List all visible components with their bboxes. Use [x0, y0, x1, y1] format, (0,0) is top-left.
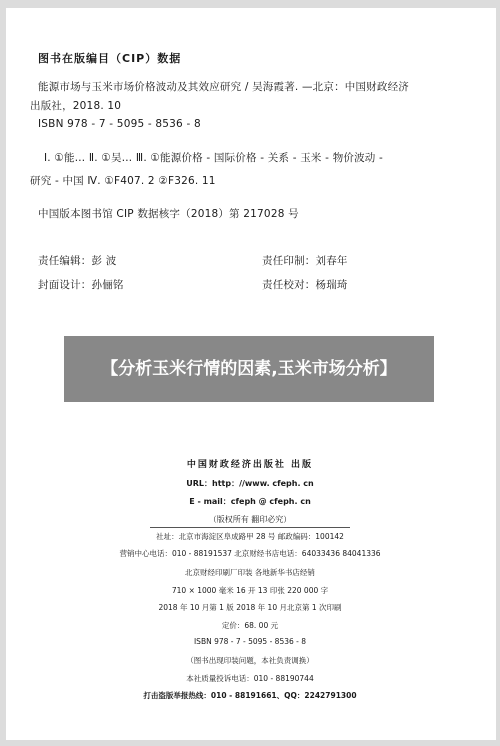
imprint-sales: 营销中心电话：010 - 88191537 北京财经书店电话：64033436 84041336 [119, 549, 381, 558]
imprint-edition: 2018 年 10 月第 1 版 2018 年 10 月北京第 1 次印刷 [158, 603, 342, 612]
banner-text: 【分析玉米行情的因素,玉米市场分析】 [101, 359, 397, 379]
imprint-price: 定价：68. 00 元 [221, 621, 279, 630]
credit-cover-design: 封面设计：孙俪铭 [38, 279, 124, 291]
cip-heading: 图书在版编目（CIP）数据 [38, 52, 182, 65]
title-banner [64, 336, 434, 402]
imprint-email: E - mail：cfeph @ cfeph. cn [189, 497, 311, 506]
cip-title-line-1: 能源市场与玉米市场价格波动及其效应研究 / 吴海霞著. —北京：中国财政经济 [38, 81, 409, 93]
publisher-line: 中国财政经济出版社 出版 [186, 460, 314, 470]
cip-isbn: ISBN 978 - 7 - 5095 - 8536 - 8 [38, 118, 201, 130]
imprint-piracy: 打击盗版举报热线：010 - 88191661、QQ：2242791300 [143, 691, 357, 700]
cip-subject-line-1: Ⅰ. ①能… Ⅱ. ①吴… Ⅲ. ①能源价格 - 国际价格 - 关系 - 玉米 - 物价波动 - [44, 152, 384, 164]
imprint-rights: （版权所有 翻印必究） [208, 515, 292, 524]
divider [150, 527, 350, 528]
credit-proofreading: 责任校对：杨瑞琦 [262, 279, 348, 291]
credit-editor: 责任编辑：彭 波 [38, 255, 117, 267]
imprint-quality: 本社质量投诉电话：010 - 88190744 [186, 674, 314, 683]
imprint-url: URL：http：//www. cfeph. cn [186, 479, 314, 488]
imprint-isbn: ISBN 978 - 7 - 5095 - 8536 - 8 [193, 637, 307, 646]
cip-number: 中国版本图书馆 CIP 数据核字（2018）第 217028 号 [38, 208, 299, 220]
cip-title-line-2: 出版社，2018. 10 [30, 100, 122, 112]
imprint-format: 710 × 1000 毫米 16 开 13 印张 220 000 字 [171, 586, 329, 595]
imprint-address: 社址：北京市海淀区阜成路甲 28 号 邮政编码：100142 [156, 532, 344, 541]
cip-subject-line-2: 研究 - 中国 Ⅳ. ①F407. 2 ②F326. 11 [30, 175, 216, 187]
credit-printing: 责任印制：刘春年 [262, 255, 348, 267]
imprint-printer: 北京财经印刷厂印装 各地新华书店经销 [185, 568, 315, 577]
imprint-return: （图书出现印装问题，本社负责调换） [186, 656, 314, 665]
